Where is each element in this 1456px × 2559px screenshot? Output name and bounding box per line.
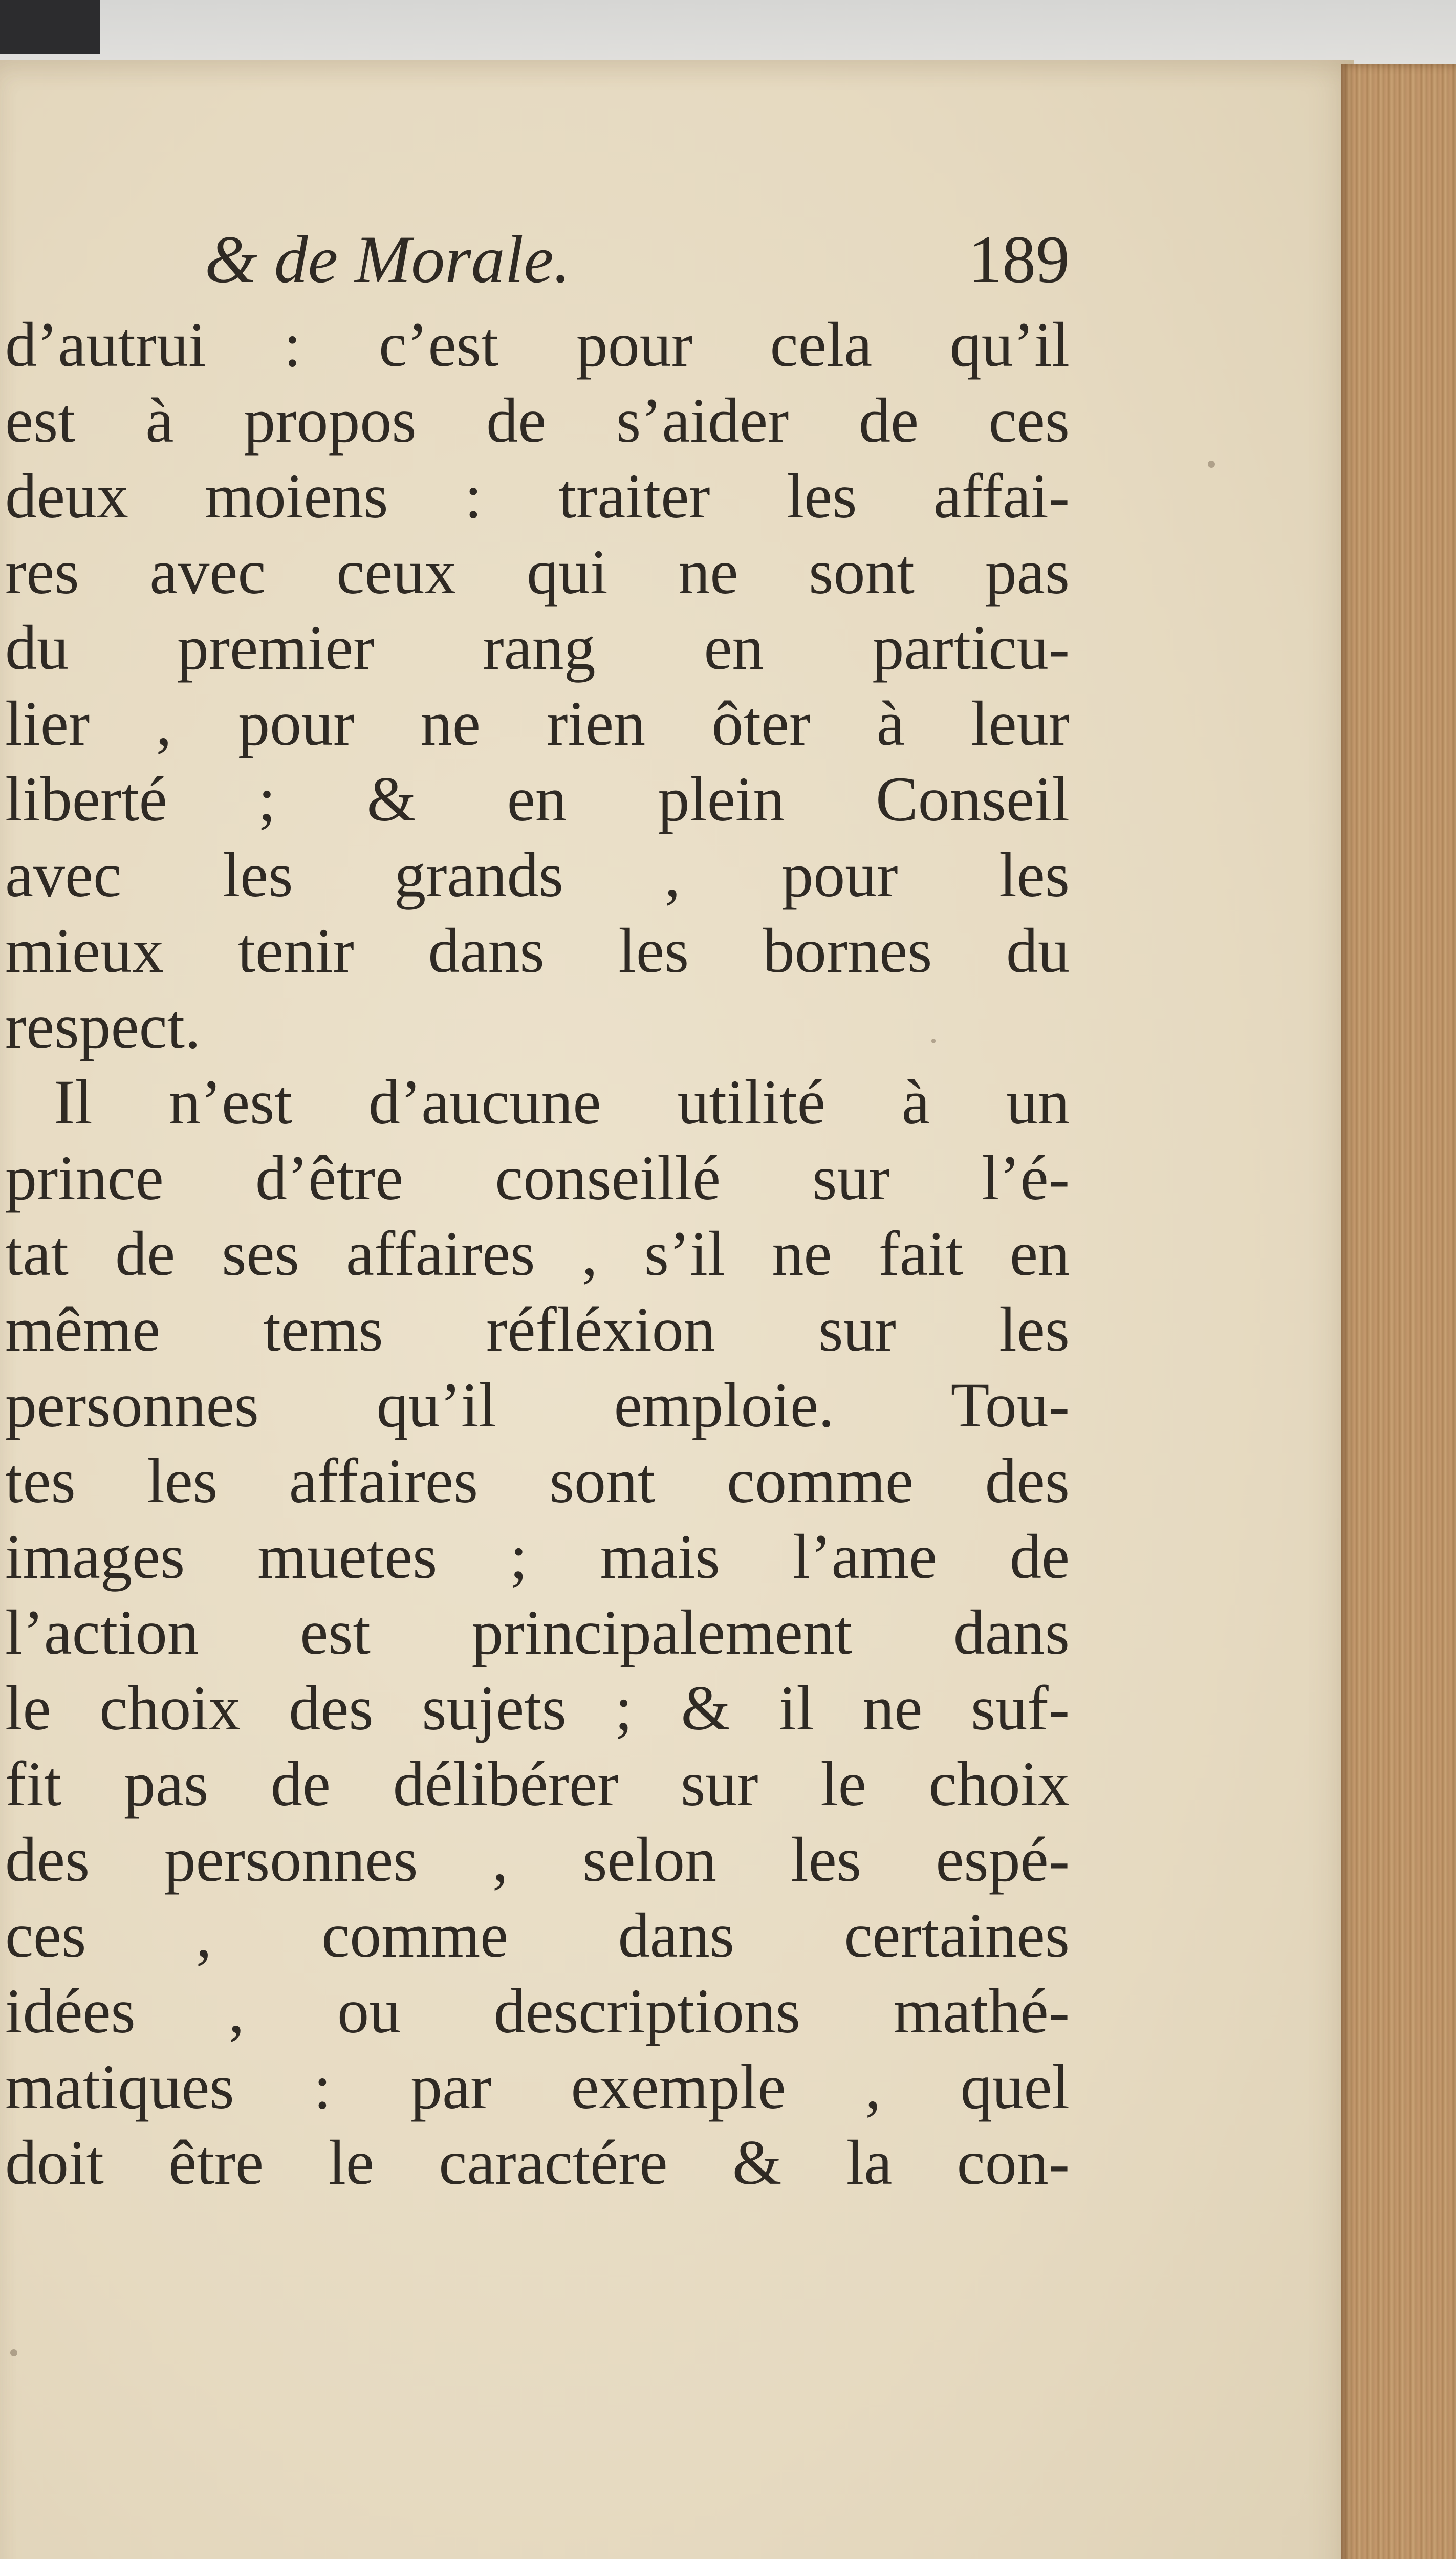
- text-line: lier , pour ne rien ôter à leur: [5, 688, 1070, 758]
- text-line: le choix des sujets ; & il ne suf-: [5, 1673, 1070, 1743]
- text-line: idées , ou descriptions mathé-: [5, 1976, 1070, 2046]
- text-line: Il n’est d’aucune utilité à un: [54, 1067, 1070, 1137]
- scanner-background-top: [0, 0, 1456, 67]
- text-line: ces , comme dans certaines: [5, 1900, 1070, 1970]
- paper-speck: [10, 2349, 17, 2356]
- text-line: doit être le caractére & la con-: [5, 2128, 1070, 2198]
- paper-speck: [1208, 461, 1215, 468]
- text-line: respect.: [5, 991, 201, 1061]
- text-line: fit pas de délibérer sur le choix: [5, 1749, 1070, 1819]
- text-line: d’autrui : c’est pour cela qu’il: [5, 310, 1070, 380]
- text-line: du premier rang en particu-: [5, 613, 1070, 683]
- text-line: liberté ; & en plein Conseil: [5, 764, 1070, 834]
- text-line: deux moiens : traiter les affai-: [5, 461, 1070, 531]
- page-number: 189: [968, 222, 1070, 297]
- running-head: [205, 220, 1070, 297]
- running-head-title: & de Morale.: [205, 222, 571, 297]
- text-line: même tems réfléxion sur les: [5, 1294, 1070, 1364]
- text-line: tes les affaires sont comme des: [5, 1446, 1070, 1516]
- text-line: res avec ceux qui ne sont pas: [5, 537, 1070, 607]
- text-line: mieux tenir dans les bornes du: [5, 916, 1070, 986]
- text-line: matiques : par exemple , quel: [5, 2052, 1070, 2122]
- text-line: images muetes ; mais l’ame de: [5, 1522, 1070, 1592]
- paper-speck: [931, 1039, 936, 1043]
- book-fore-edge: [1341, 64, 1456, 2559]
- body-text: [5, 307, 1070, 2201]
- text-line: prince d’être conseillé sur l’é-: [5, 1143, 1070, 1213]
- text-line: avec les grands , pour les: [5, 840, 1070, 910]
- page-clip-top: [0, 0, 100, 54]
- text-line: l’action est principalement dans: [5, 1597, 1070, 1667]
- text-line: des personnes , selon les espé-: [5, 1825, 1070, 1895]
- text-line: personnes qu’il emploie. Tou-: [5, 1370, 1070, 1440]
- text-line: est à propos de s’aider de ces: [5, 385, 1070, 456]
- text-line: tat de ses affaires , s’il ne fait en: [5, 1219, 1070, 1289]
